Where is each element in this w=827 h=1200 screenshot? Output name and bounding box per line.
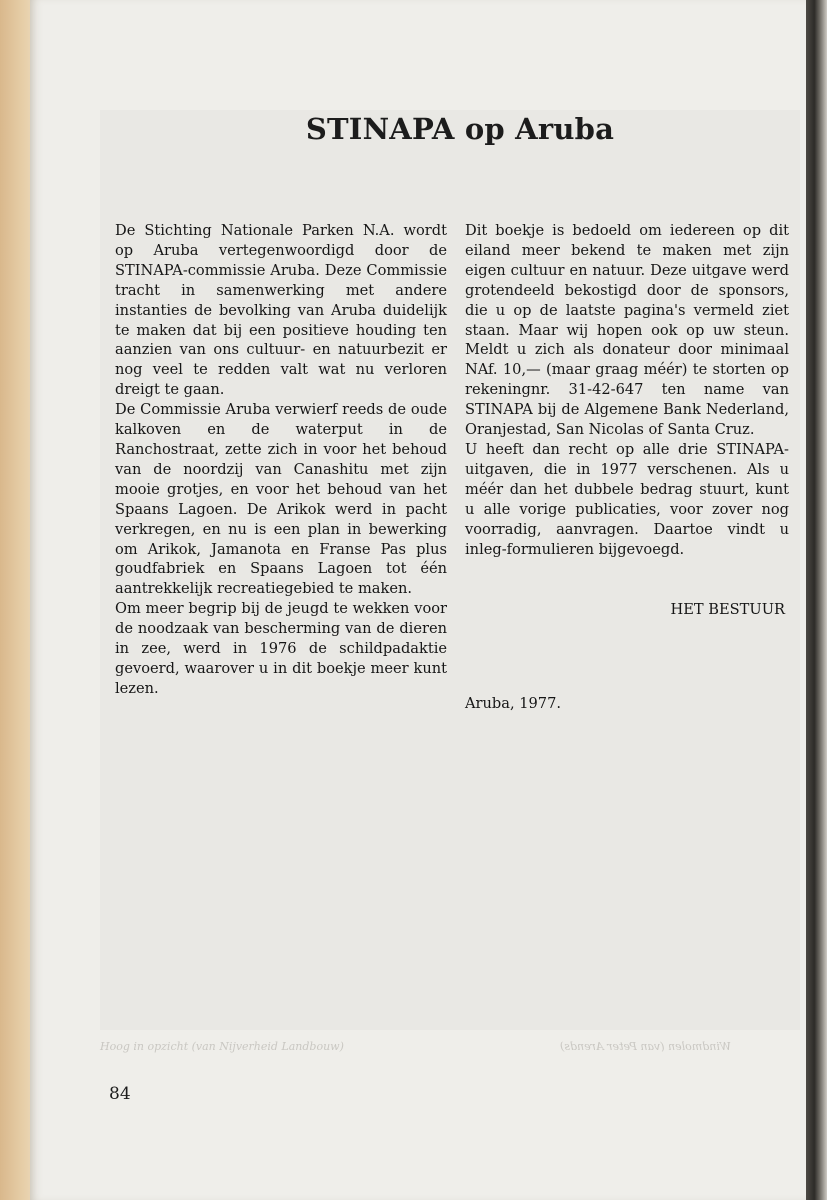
bleed-through-caption-right: Windmolen (van Peter Arends) [560,1040,731,1053]
right-column [465,221,789,559]
bleed-through-caption-left: Hoog in opzicht (van Nijverheid Landbouw) [100,1040,344,1053]
paragraph: Dit boekje is bedoeld om iedereen op dit eiland meer bekend te maken met zijn eigen cultuur en natuur. Deze uitgave werd grotendeeld bekostigd door de sponsors, die u op de laatste pagina's vermeld ziet staan. Maar wij hopen ook op uw steun. Meldt u zich als donateur door minimaal NAf. 10,— (maar graag méér) te storten op rekeningnr. 31-42-647 ten name van STINAPA bij de Algemene Bank Nederland, Oranjestad, San Nicolas of Santa Cruz. [465,222,789,439]
page-title: STINAPA op Aruba [305,112,615,146]
paragraph: U heeft dan recht op alle drie STINAPA-uitgaven, die in 1977 verschenen. Als u méér dan het dubbele bedrag stuurt, kunt u alle vorige publicaties, voor zover nog voorradig, aanvragen. Daartoe vindt u inleg-formulieren bijgevoegd. [465,440,789,558]
paragraph: Om meer begrip bij de jeugd te wekken voor de noodzaak van bescherming van de dieren in zee, werd in 1976 de schildpadaktie gevoerd, waarover u in dit boekje meer kunt lezen. [115,600,447,697]
paragraph: De Stichting Nationale Parken N.A. wordt op Aruba vertegenwoordigd door de STINAPA-commissie Aruba. Deze Commissie tracht in samenwerking met andere instanties de bevolking van Aruba duidelijk te maken dat bij een positieve houding ten aanzien van ons cultuur- en natuurbezit er nog veel te redden valt wat nu verloren dreigt te gaan. [115,222,447,399]
paragraph: De Commissie Aruba verwierf reeds de oude kalkoven en de waterput in de Ranchostraat, zette zich in voor het behoud van de noordzij van Canashitu met zijn mooie grotjes, en voor het behoud van het Spaans Lagoen. De Arikok werd in pacht verkregen, en nu is een plan in bewerking om Arikok, Jamanota en Franse Pas plus goudfabriek en Spaans Lagoen tot één aantrekkelijk recreatiegebied te maken. [115,401,447,598]
signature: HET BESTUUR [670,601,785,618]
left-column [115,221,447,699]
dateline: Aruba, 1977. [465,695,562,712]
page-edge [806,0,827,1200]
page-number: 84 [109,1084,131,1104]
